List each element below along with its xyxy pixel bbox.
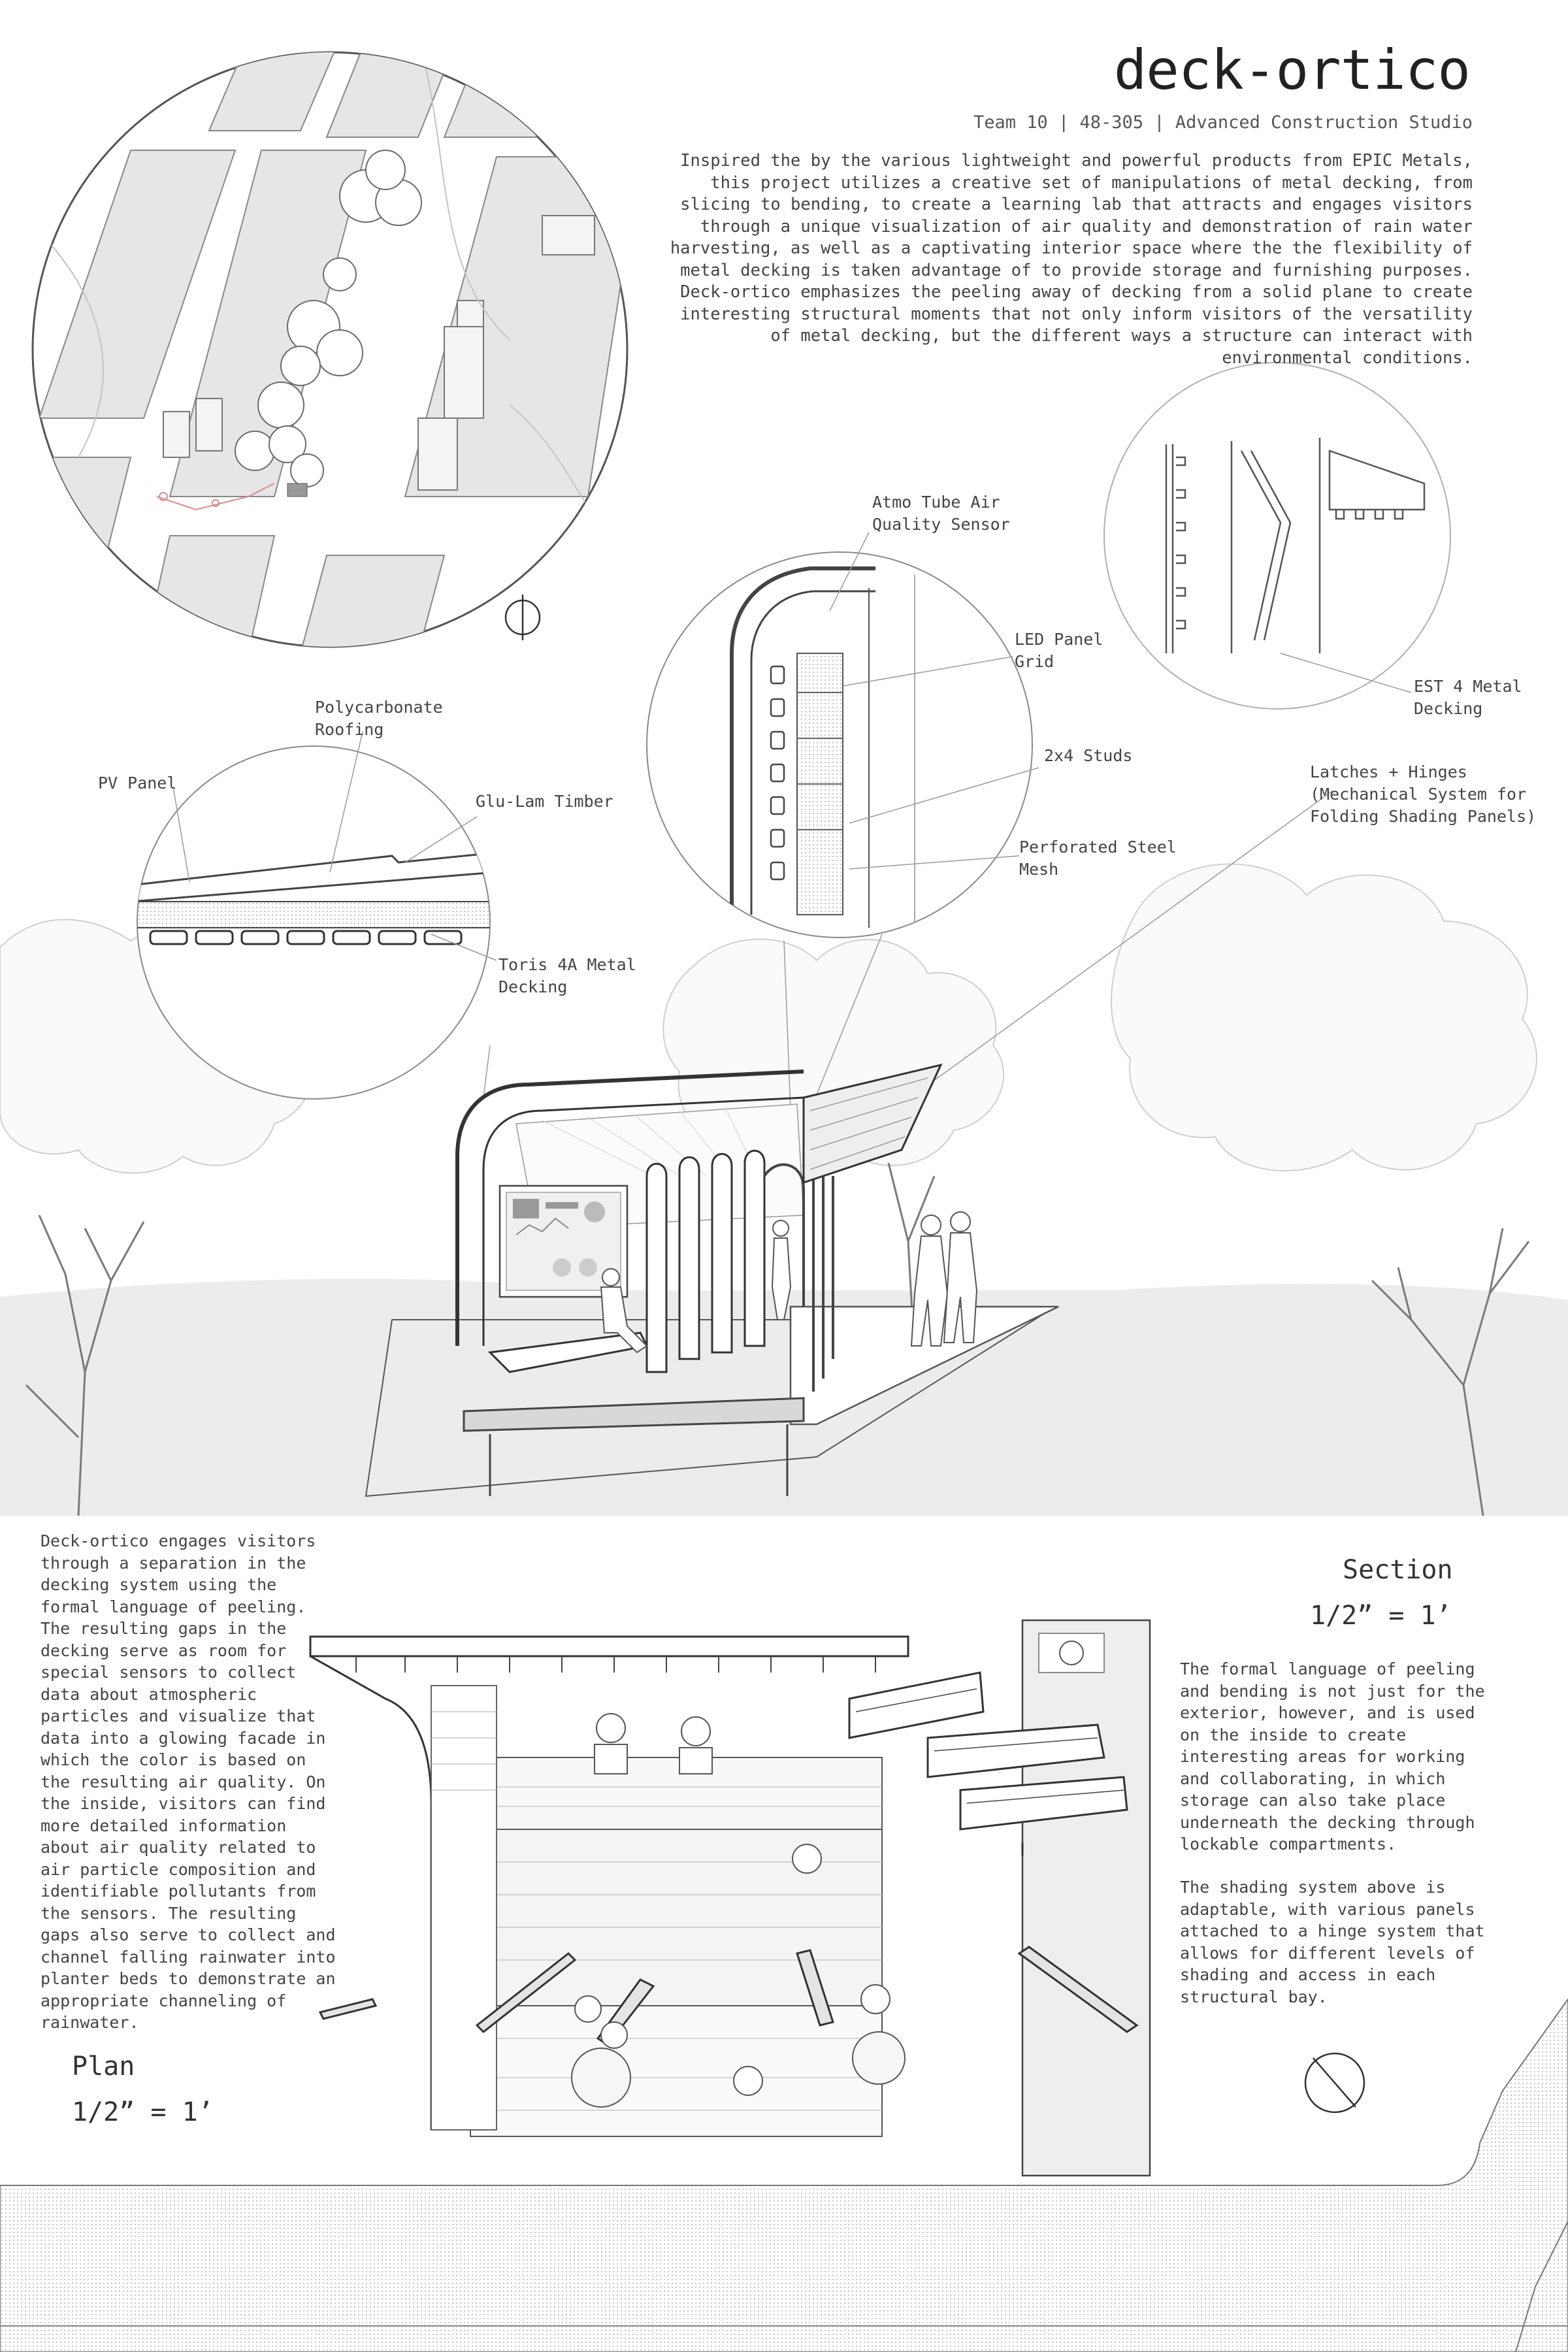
section-description-2: The shading system above is adaptable, with various panels attached to a hinge system that allows for different levels of shading and access in each structural bay. [1180,1878,1485,2006]
plan-description: Deck-ortico engages visitors through a separation in the decking system using the formal language of peeling. The resulting gaps in the decking serve as room for special sensors to collect data about atmospheric particles and visualize that data into a glowing facade in which the color is based on the resulting air quality. On the inside, visitors can find more detailed information about air quality related to air particle composition and identifiable pollutants from the sensors. The resulting gaps also serve to collect and channel falling rainwater into planter beds to demonstrate an appropriate channeling of rainwater. [41,1531,336,2032]
callout-latches-hinges: Latches + Hinges (Mechanical System for Folding Shading Panels) [1310,762,1537,826]
intro-paragraph: Inspired the by the various lightweight and powerful products from EPIC Metals, this project utilizes a creative set of manipulations of metal decking, from slicing to bending, to create a learning lab that attracts and engages visitors through a unique visualization of air quality and demonstration of rain water harvesting, as well as a captivating interior space where the the flexibility of metal decking is taken advantage of to provide storage and furnishing purposes. Deck-ortico emphasizes the peeling away of decking from a solid plane to create interesting structural moments that not only inform visitors of the versatility of metal decking, but the different ways a structure can interact with environmental conditions. [670,151,1473,368]
callout-atmo-sensor: Atmo Tube Air Quality Sensor [872,493,1010,534]
plan-scale: 1/2” = 1’ [72,2097,214,2127]
plan-label: Plan [72,2051,135,2082]
page-subtitle: Team 10 | 48-305 | Advanced Construction Studio [973,112,1473,133]
section-description-1: The formal language of peeling and bending is not just for the exterior, however, and is used on the inside to create interesting areas for working and collaborating, in which storage can also take place underneath the decking through lockable compartments. [1180,1659,1485,1854]
section-scale: 1/2” = 1’ [1310,1601,1452,1631]
callout-perforated-mesh: Perforated Steel Mesh [1019,838,1177,879]
callout-pv-panel: PV Panel [98,774,177,792]
callout-glulam: Glu-Lam Timber [476,792,613,811]
site-north-arrow [506,595,540,640]
callout-studs: 2x4 Studs [1044,746,1133,765]
callout-est-decking: EST 4 Metal Decking [1414,677,1522,718]
callout-polycarbonate: Polycarbonate Roofing [315,698,443,739]
page-title: deck-ortico [1113,38,1470,102]
section-north-arrow [1305,2053,1364,2112]
callout-toris-decking: Toris 4A Metal Decking [498,955,636,996]
section-label: Section [1343,1555,1453,1585]
callout-led-panel: LED Panel Grid [1015,630,1103,671]
